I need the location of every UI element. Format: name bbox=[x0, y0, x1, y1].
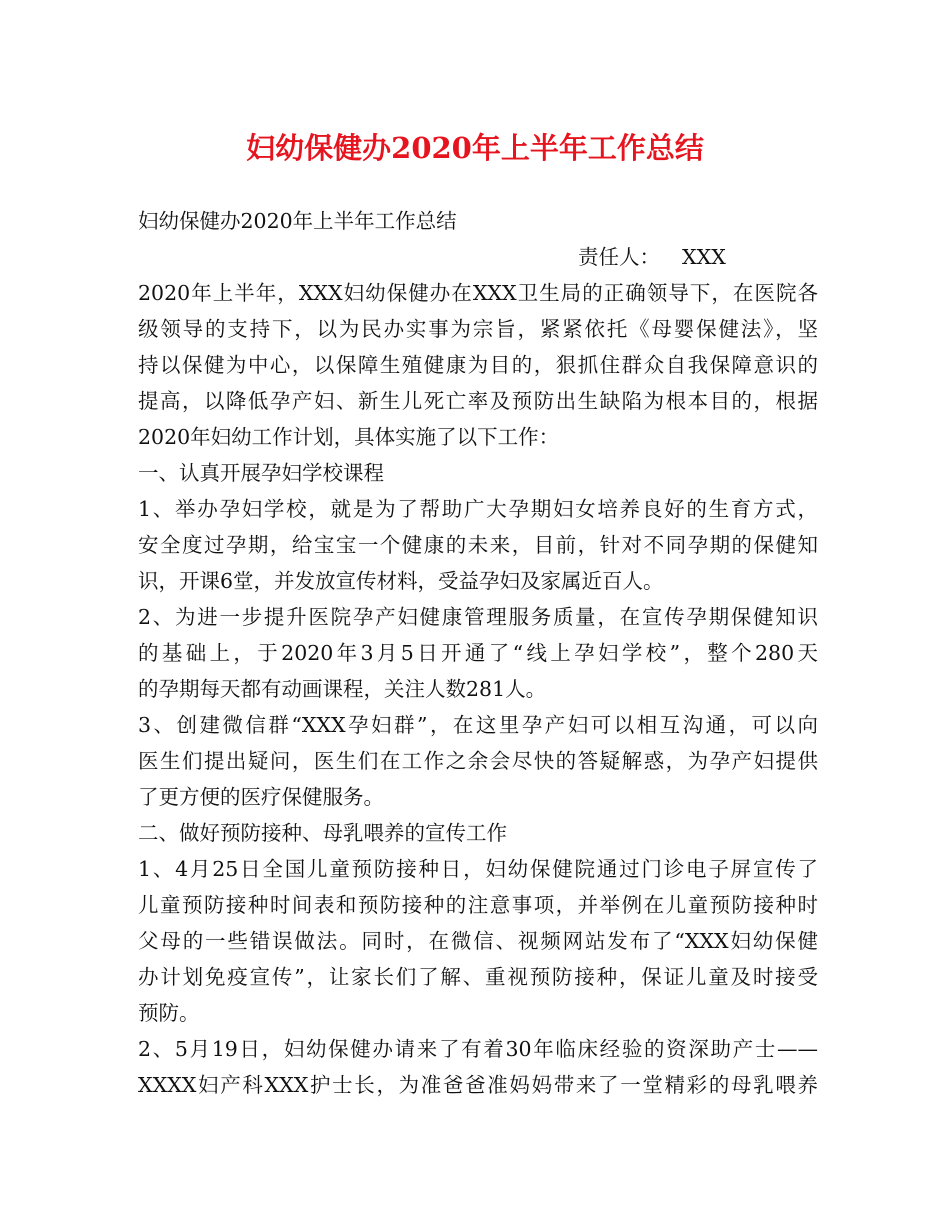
text-line: 1、4月25日全国儿童预防接种日，妇幼保健院通过门诊电子屏宣传了 bbox=[138, 857, 818, 881]
responsible-label: 责任人： bbox=[578, 245, 660, 269]
text-line: 的基础上，于2020年3月5日开通了“线上孕妇学校”，整个280天 bbox=[138, 641, 818, 665]
text-line: 2020年上半年，XXX妇幼保健办在XXX卫生局的正确领导下，在医院各 bbox=[138, 281, 818, 305]
text-line: 了更方便的医疗保健服务。 bbox=[138, 785, 384, 809]
text-line: 2020年妇幼工作计划，具体实施了以下工作： bbox=[138, 425, 560, 449]
text-line: 安全度过孕期，给宝宝一个健康的未来，目前，针对不同孕期的保健知 bbox=[138, 533, 818, 557]
responsible-person bbox=[138, 239, 818, 275]
text-line: 办计划免疫宣传”，让家长们了解、重视预防接种，保证儿童及时接受 bbox=[138, 965, 818, 989]
text-line: 级领导的支持下，以为民办实事为宗旨，紧紧依托《母婴保健法》，坚 bbox=[138, 317, 818, 341]
document-title: 妇幼保健办2020年上半年工作总结 bbox=[246, 131, 704, 165]
text-line: 医生们提出疑问，医生们在工作之余会尽快的答疑解惑，为孕产妇提供 bbox=[138, 749, 818, 773]
text-line: XXXX妇产科XXX护士长，为准爸爸准妈妈带来了一堂精彩的母乳喂养 bbox=[138, 1073, 818, 1097]
text-line: 的孕期每天都有动画课程，关注人数281人。 bbox=[138, 677, 547, 701]
text-line: 二、做好预防接种、母乳喂养的宣传工作 bbox=[138, 821, 507, 845]
text-line: 2、5月19日，妇幼保健办请来了有着30年临床经验的资深助产士—— bbox=[138, 1037, 818, 1061]
document-body bbox=[138, 203, 818, 1103]
text-line: 持以保健为中心，以保障生殖健康为目的，狠抓住群众自我保障意识的 bbox=[138, 353, 818, 377]
document-subtitle: 妇幼保健办2020年上半年工作总结 bbox=[138, 209, 457, 233]
responsible-value: XXX bbox=[682, 245, 726, 269]
text-line: 儿童预防接种时间表和预防接种的注意事项，并举例在儿童预防接种时 bbox=[138, 893, 818, 917]
text-line: 3、创建微信群“XXX孕妇群”，在这里孕产妇可以相互沟通，可以向 bbox=[138, 713, 818, 737]
text-line: 父母的一些错误做法。同时，在微信、视频网站发布了“XXX妇幼保健 bbox=[138, 929, 818, 953]
text-line: 预防。 bbox=[138, 1001, 200, 1025]
text-line: 识，开课6堂，并发放宣传材料，受益孕妇及家属近百人。 bbox=[138, 569, 664, 593]
text-line: 2、为进一步提升医院孕产妇健康管理服务质量，在宣传孕期保健知识 bbox=[138, 605, 818, 629]
text-line: 提高，以降低孕产妇、新生儿死亡率及预防出生缺陷为根本目的，根据 bbox=[138, 389, 818, 413]
text-line: 一、认真开展孕妇学校课程 bbox=[138, 461, 384, 485]
text-line: 1、举办孕妇学校，就是为了帮助广大孕期妇女培养良好的生育方式， bbox=[138, 497, 818, 521]
